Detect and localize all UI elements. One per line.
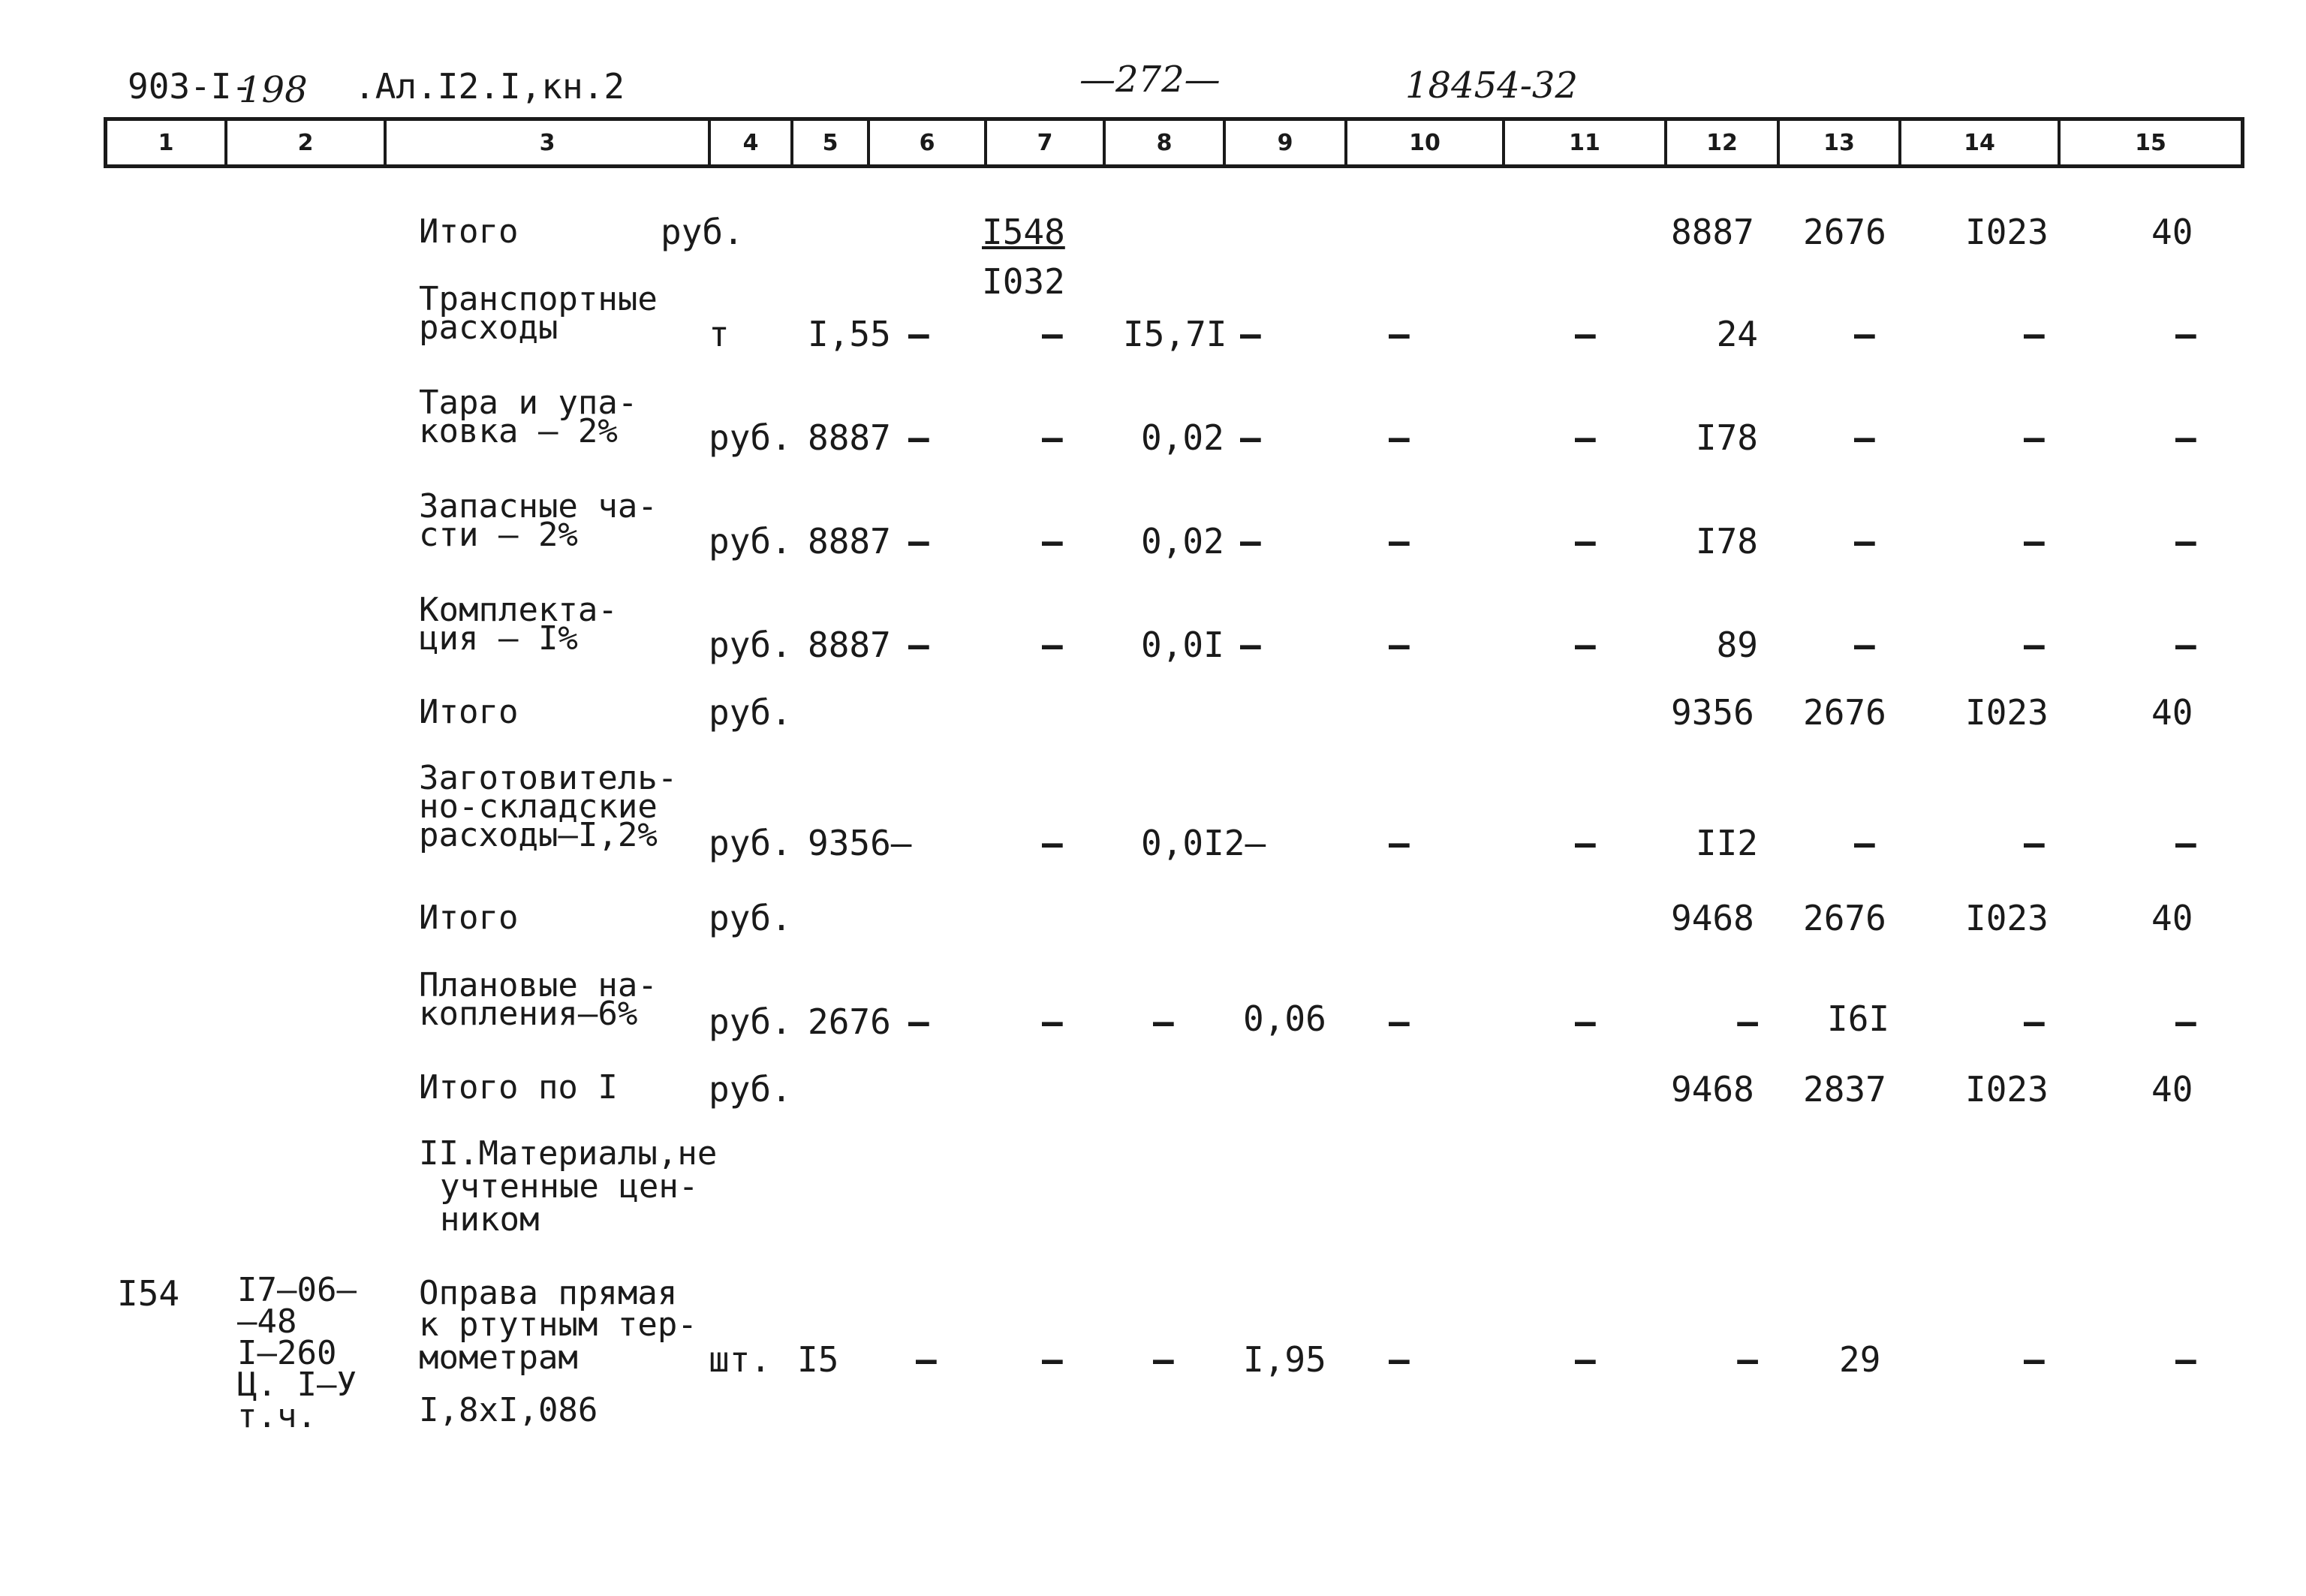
cell-c14: – bbox=[2024, 1339, 2045, 1380]
row-name-line: Заготовитель- bbox=[419, 759, 678, 797]
row-name-line: к ртутным тер- bbox=[419, 1305, 697, 1344]
section-heading-line: II.Материалы,не bbox=[419, 1134, 718, 1173]
cell-c14: – bbox=[2024, 314, 2045, 354]
inventory-number: 18454-32 bbox=[1405, 65, 1578, 107]
column-header: 8 bbox=[1106, 121, 1226, 164]
cell-c6: – bbox=[908, 417, 929, 458]
row-name-line: I,8хI,086 bbox=[419, 1391, 598, 1429]
cell-c12: 9468 bbox=[1671, 1069, 1754, 1110]
cell-c10: – bbox=[1389, 1339, 1410, 1380]
column-header: 14 bbox=[1901, 121, 2061, 164]
cell-c5: I5 bbox=[797, 1339, 839, 1380]
cell-c11: – bbox=[1575, 417, 1596, 458]
cell-c7: – bbox=[1042, 1001, 1063, 1042]
cell-c12: 9356 bbox=[1671, 692, 1754, 733]
row-name-line: Транспортные bbox=[419, 280, 658, 318]
cell-c14: – bbox=[2024, 625, 2045, 665]
cell-c13: – bbox=[1854, 314, 1875, 354]
unit: т bbox=[709, 314, 730, 354]
cell-c7: – bbox=[1042, 521, 1063, 562]
cell-c8: – bbox=[1153, 1001, 1174, 1042]
cell-c13: 29 bbox=[1839, 1339, 1881, 1380]
cell-c12: – bbox=[1737, 1339, 1758, 1380]
column-header: 1 bbox=[107, 121, 227, 164]
cell-c14: – bbox=[2024, 521, 2045, 562]
cell-c15: – bbox=[2175, 1001, 2196, 1042]
column-header: 11 bbox=[1505, 121, 1667, 164]
cell-c14: I023 bbox=[1965, 898, 2049, 938]
row-name: Итого bbox=[419, 693, 519, 731]
cell-c10: – bbox=[1389, 314, 1410, 354]
cell-c7: – bbox=[1042, 1339, 1063, 1380]
column-header: 7 bbox=[987, 121, 1106, 164]
cell-c11: – bbox=[1575, 1001, 1596, 1042]
unit: руб. bbox=[709, 521, 792, 562]
cell-c11: – bbox=[1575, 625, 1596, 665]
cell-c6: – bbox=[916, 1339, 937, 1380]
column-header: 4 bbox=[711, 121, 793, 164]
unit: руб. bbox=[709, 625, 792, 665]
cell-c2-line: т.ч. bbox=[237, 1397, 317, 1435]
cell-c11: – bbox=[1575, 314, 1596, 354]
row-name-line: но-складские bbox=[419, 787, 658, 826]
cell-c10: – bbox=[1389, 1001, 1410, 1042]
column-header: 5 bbox=[793, 121, 870, 164]
document-number: 198 bbox=[239, 69, 308, 111]
row-name: Итого bbox=[419, 212, 519, 251]
cell-c7: – bbox=[1042, 625, 1063, 665]
cell-c8: 0,0I2– bbox=[1141, 823, 1266, 863]
cell-c12: I78 bbox=[1695, 417, 1758, 458]
cell-c9: – bbox=[1240, 417, 1261, 458]
row-name-line: сти – 2% bbox=[419, 516, 578, 554]
column-header: 12 bbox=[1667, 121, 1780, 164]
row-name: Итого bbox=[419, 899, 519, 937]
cell-c10: – bbox=[1389, 521, 1410, 562]
cell-c14: I023 bbox=[1965, 692, 2049, 733]
cell-c6: – bbox=[908, 521, 929, 562]
cell-c8: 0,02 bbox=[1141, 417, 1224, 458]
cell-c15: 40 bbox=[2151, 212, 2193, 252]
row-name-line: Комплекта- bbox=[419, 591, 618, 629]
cell-c1: I54 bbox=[117, 1273, 180, 1314]
unit: руб. bbox=[709, 692, 792, 733]
cell-c13: – bbox=[1854, 625, 1875, 665]
cell-c5: 8887 bbox=[808, 417, 891, 458]
unit: руб. bbox=[709, 823, 792, 863]
cell-c7: – bbox=[1042, 823, 1063, 863]
cell-c13: 2837 bbox=[1803, 1069, 1886, 1110]
cell-c12: 24 bbox=[1716, 314, 1758, 354]
column-header: 3 bbox=[387, 121, 711, 164]
cell-c15: – bbox=[2175, 1339, 2196, 1380]
page-number: —272— bbox=[1079, 59, 1221, 101]
cell-c15: – bbox=[2175, 521, 2196, 562]
row-name-line: расходы–I,2% bbox=[419, 816, 658, 854]
row-name: Итого по I bbox=[419, 1068, 618, 1107]
cell-c13: 2676 bbox=[1803, 212, 1886, 252]
cell-c11: – bbox=[1575, 1339, 1596, 1380]
unit: руб. bbox=[709, 1069, 792, 1110]
cell-c7: – bbox=[1042, 417, 1063, 458]
cell-c15: – bbox=[2175, 823, 2196, 863]
column-header: 9 bbox=[1226, 121, 1347, 164]
cell-c12: I78 bbox=[1695, 521, 1758, 562]
section-heading-line: ником bbox=[440, 1200, 540, 1239]
cell-c13: I6I bbox=[1827, 998, 1890, 1039]
cell-c13: – bbox=[1854, 823, 1875, 863]
column-header-strip bbox=[104, 117, 2244, 168]
unit: руб. bbox=[709, 417, 792, 458]
unit: руб. bbox=[709, 1001, 792, 1042]
cell-c2-line: I–260 bbox=[237, 1334, 337, 1372]
row-name-line: ция – I% bbox=[419, 619, 578, 658]
cell-c6: – bbox=[908, 314, 929, 354]
cell-c9: – bbox=[1240, 625, 1261, 665]
cell-c5: 8887 bbox=[808, 625, 891, 665]
cell-c14: I023 bbox=[1965, 212, 2049, 252]
cell-c14: I023 bbox=[1965, 1069, 2049, 1110]
row-name-line: Запасные ча- bbox=[419, 487, 658, 525]
cell-c8: I5,7I bbox=[1123, 314, 1227, 354]
cell-c10: – bbox=[1389, 823, 1410, 863]
unit: руб. bbox=[661, 212, 744, 252]
cell-c11: – bbox=[1575, 521, 1596, 562]
cell-c10: – bbox=[1389, 417, 1410, 458]
cell-c2-line: Ц. I–У bbox=[237, 1366, 357, 1404]
cell-c10: – bbox=[1389, 625, 1410, 665]
column-header: 15 bbox=[2135, 129, 2166, 156]
cell-c12: 9468 bbox=[1671, 898, 1754, 938]
cell-c9: – bbox=[1240, 314, 1261, 354]
cell-c12: 89 bbox=[1716, 625, 1758, 665]
cell-c6: – bbox=[908, 625, 929, 665]
section-heading-line: учтенные цен- bbox=[440, 1167, 699, 1206]
cell-c9: 0,06 bbox=[1243, 998, 1326, 1039]
cell-c15: – bbox=[2175, 417, 2196, 458]
row-name-line: копления–6% bbox=[419, 995, 638, 1033]
cell-c6: – bbox=[908, 1001, 929, 1042]
row-name-line: ковка – 2% bbox=[419, 412, 618, 450]
row-name-line: Плановые на- bbox=[419, 966, 658, 1004]
cell-c13: – bbox=[1854, 521, 1875, 562]
cell-c8: – bbox=[1153, 1339, 1174, 1380]
cell-c7-top: I548 bbox=[982, 212, 1065, 252]
cell-c8: 0,0I bbox=[1141, 625, 1224, 665]
cell-c12: 8887 bbox=[1671, 212, 1754, 252]
cell-c5: 8887 bbox=[808, 521, 891, 562]
cell-c9: I,95 bbox=[1243, 1339, 1326, 1380]
cell-c14: – bbox=[2024, 417, 2045, 458]
cell-c8: 0,02 bbox=[1141, 521, 1224, 562]
cell-c2-line: –48 bbox=[237, 1302, 297, 1341]
unit: руб. bbox=[709, 898, 792, 938]
cell-c13: – bbox=[1854, 417, 1875, 458]
cell-c5: 2676 bbox=[808, 1001, 891, 1042]
cell-c5: I,55 bbox=[808, 314, 891, 354]
row-name-line: расходы bbox=[419, 309, 558, 347]
cell-c13: 2676 bbox=[1803, 898, 1886, 938]
cell-c14: – bbox=[2024, 823, 2045, 863]
cell-c5: 9356– bbox=[808, 823, 912, 863]
unit: шт. bbox=[709, 1339, 772, 1380]
cell-c11: – bbox=[1575, 823, 1596, 863]
cell-c15: 40 bbox=[2151, 898, 2193, 938]
cell-c9: – bbox=[1240, 521, 1261, 562]
cell-c15: 40 bbox=[2151, 1069, 2193, 1110]
cell-c7: – bbox=[1042, 314, 1063, 354]
row-name-line: Тара и упа- bbox=[419, 384, 638, 422]
cell-c2-line: I7–06– bbox=[237, 1271, 357, 1309]
document-code: 903-I- bbox=[128, 66, 253, 107]
album-reference: .Ал.I2.I,кн.2 bbox=[354, 66, 625, 107]
cell-c15: – bbox=[2175, 625, 2196, 665]
cell-c15: 40 bbox=[2151, 692, 2193, 733]
cell-c12: II2 bbox=[1695, 823, 1758, 863]
column-header: 2 bbox=[227, 121, 387, 164]
cell-c14: – bbox=[2024, 1001, 2045, 1042]
column-header: 13 bbox=[1780, 121, 1901, 164]
cell-c12: – bbox=[1737, 1001, 1758, 1042]
cell-c7-bottom: I032 bbox=[982, 261, 1065, 302]
column-header: 10 bbox=[1347, 121, 1505, 164]
row-name-line: мометрам bbox=[419, 1339, 578, 1377]
cell-c13: 2676 bbox=[1803, 692, 1886, 733]
row-name-line: Оправа прямая bbox=[419, 1274, 678, 1312]
column-header: 6 bbox=[870, 121, 987, 164]
cell-c15: – bbox=[2175, 314, 2196, 354]
